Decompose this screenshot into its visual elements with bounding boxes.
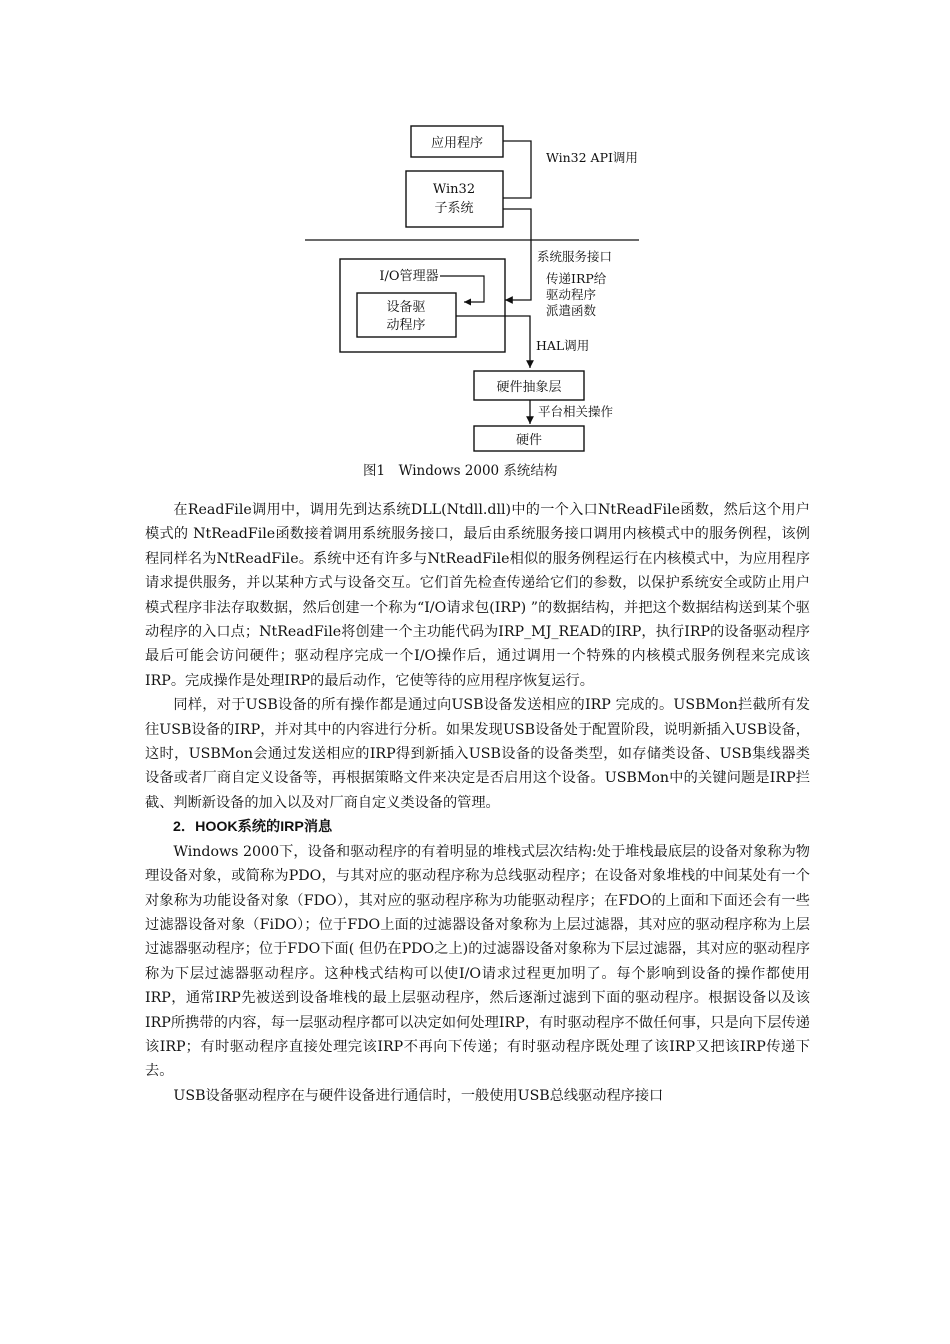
hardware-box-label: 硬件 (515, 433, 543, 448)
io-manager-label: I/O管理器 (379, 269, 439, 284)
paragraph-usb-bus-interface: USB设备驱动程序在与硬件设备进行通信时，一般使用USB总线驱动程序接口 (173, 1087, 664, 1104)
driver-box-label-1: 设备驱 (386, 300, 426, 315)
paragraph-driver-stack: Windows 2000下，设备和驱动程序的有着明显的堆栈式层次结构:处于堆栈最底层的设备对象称为物理设备对象，或简称为PDO，与其对应的驱动程序称为总线驱动程序；在设备对象堆栈的中间某处有一个对象称为功能设备对象（FDO），其对应的驱动程序称为功能驱动程序；在FDO的上面和下面还会有一些过滤器设备对象（FiDO）；位于FDO上面的过滤器设备对象称为上层过滤器，其对应的驱动程序称为上层过滤器驱动程序；位于FDO下面( 但仍在PDO之上)的过滤器设备对象称为下层过滤器，其对应的驱动程序称为下层过滤器驱动程序。这种栈式结构可以使I/O请求过程更加明了。每个影响到设备的操作都使用IRP，通常IRP先被送到设备堆栈的最上层驱动程序，然后逐渐过滤到下面的驱动程序。根据设备以及该IRP所携带的内容，每一层驱动程序都可以决定如何处理IRP，有时驱动程序不做任何事，只是向下层传递该IRP；有时驱动程序直接处理完该IRP不再向下传递；有时驱动程序既处理了该IRP又把该IRP传递下去。 (145, 843, 810, 1080)
paragraph-usbmon: 同样，对于USB设备的所有操作都是通过向USB设备发送相应的IRP 完成的。USBMon拦截所有发往USB设备的IRP，并对其中的内容进行分析。如果发现USB设备处于配置阶段，说明新插入USB设备，这时，USBMon会通过发送相应的IRP得到新插入USB设备的设备类型，如存储类设备、USB集线器类设备或者厂商自定义设备等，再根据策略文件来决定是否启用这个设备。USBMon中的关键问题是IRP拦截、判断新设备的加入以及对厂商自定义类设备的管理。 (145, 697, 810, 811)
win32-box (406, 171, 503, 227)
platform-ops-label: 平台相关操作 (538, 404, 614, 419)
hal-box-label: 硬件抽象层 (496, 380, 562, 395)
hal-call-connector (456, 316, 530, 368)
section-heading-hook: 2．HOOK系统的IRP消息 (173, 819, 333, 836)
win32-api-label: Win32 API调用 (546, 150, 638, 165)
windows-2000-architecture-figure (0, 0, 950, 490)
api-call-connector (503, 141, 531, 198)
paragraph-readfile: 在ReadFile调用中，调用先到达系统DLL(Ntdll.dll)中的一个入口NtReadFile函数，然后这个用户模式的 NtReadFile函数接着调用系统服务接口，最后由系统服务接口调用内核模式中的服务例程，该例程同样名为NtReadFile。系统中还有许多与NtReadFile相似的服务例程运行在内核模式中，为应用程序请求提供服务，并以某种方式与设备交互。它们首先检查传递给它们的参数，以保护系统安全或防止用户模式程序非法存取数据，然后创建一个称为“I/O请求包(IRP) ”的数据结构，并把这个数据结构送到某个驱动程序的入口点；NtReadFile将创建一个主功能代码为IRP_MJ_READ的IRP，执行IRP的设备驱动程序最后可能会访问硬件；驱动程序完成一个I/O操作后，通过调用一个特殊的内核模式服务例程来完成该IRP。完成操作是处理IRP的最后动作，它使等待的应用程序恢复运行。 (145, 502, 810, 689)
driver-box-label-2: 动程序 (386, 318, 426, 333)
hal-call-label: HAL调用 (536, 338, 590, 353)
win32-box-label-1: Win32 (432, 182, 476, 197)
pass-irp-label-2: 驱动程序 (546, 287, 597, 302)
figure-caption: 图1 Windows 2000 系统结构 (363, 463, 558, 479)
app-box-label: 应用程序 (430, 136, 484, 151)
pass-irp-label-3: 派遣函数 (546, 303, 597, 318)
win32-box-label-2: 子系统 (434, 201, 474, 216)
io-to-driver-arrow (440, 276, 484, 302)
sys-service-label: 系统服务接口 (537, 249, 613, 264)
article-body (145, 498, 810, 1108)
pass-irp-label-1: 传递IRP给 (546, 271, 607, 286)
sys-service-connector (503, 209, 531, 300)
